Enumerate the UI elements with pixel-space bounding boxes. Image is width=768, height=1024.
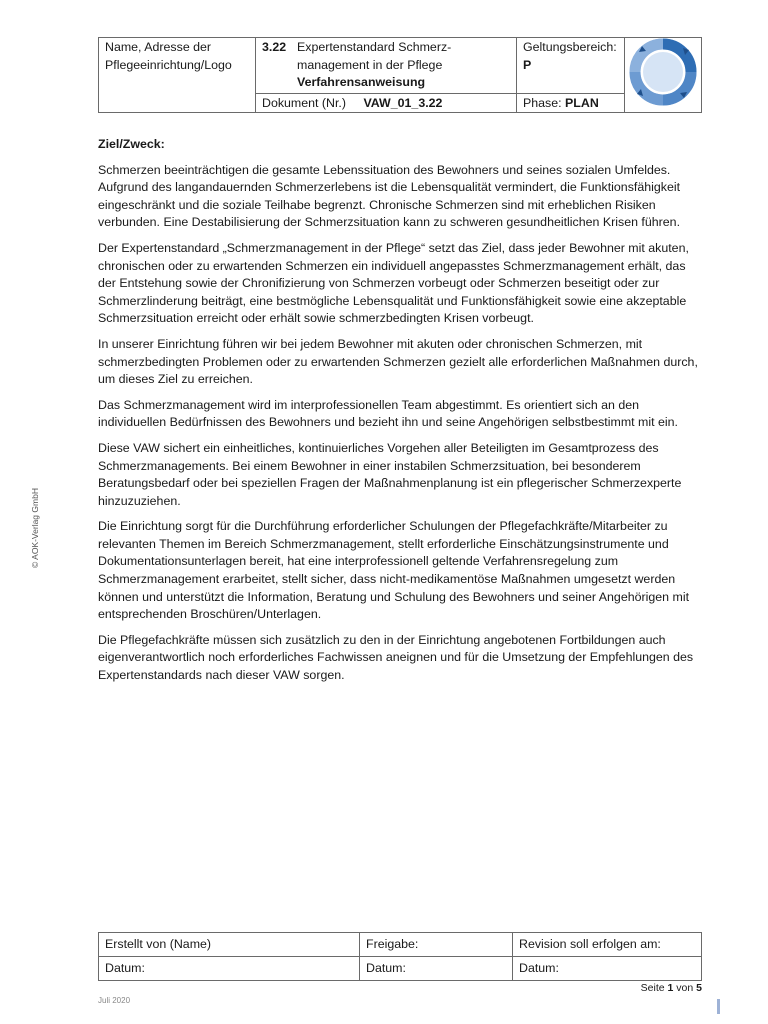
revision-date-label: Datum: <box>513 957 702 981</box>
release-label: Freigabe: <box>360 933 513 957</box>
page-current: 1 <box>667 982 674 994</box>
scope-cell <box>517 38 625 94</box>
document-body <box>98 136 704 693</box>
page-total: 5 <box>696 982 702 994</box>
document-number-label: Dokument (Nr.) <box>262 95 346 110</box>
paragraph: In unserer Einrichtung führen wir bei jedem Bewohner mit akuten oder chronischen Schmerzen, mit schmerzbedingten Problemen oder zu erwartenden Schmerzen gezielt alle erforderlichen Maßnahmen durch, um dieses Ziel zu erreichen. <box>98 336 698 387</box>
scope-label: Geltungsbereich: <box>523 40 617 54</box>
copyright-text: © AOK-Verlag GmbH <box>30 488 40 568</box>
section-number: 3.22 <box>262 40 287 54</box>
logo-cell <box>625 38 702 113</box>
document-header-table <box>98 37 702 113</box>
issue-date: Juli 2020 <box>98 996 131 1005</box>
pdca-cycle-icon <box>629 38 697 106</box>
org-placeholder: Name, Adresse der Pflegeeinrichtung/Logo <box>99 38 256 113</box>
page-prefix: Seite <box>640 982 665 994</box>
phase-cell <box>517 93 625 112</box>
paragraph: Diese VAW sichert ein einheitliches, kontinuierliches Vorgehen aller Beteiligten im Gesamtprozess des Schmerzmanagements. Bei einem Bewohner in einer instabilen Schmerzsituation, bei besonderem Beratungsbedarf oder bei speziellen Fragen der Maßnahmenplanung ist ein pflegerischer Schmerzexperte hinzuzuziehen. <box>98 440 682 508</box>
created-by-label: Erstellt von (Name) <box>99 933 360 957</box>
document-title-cell <box>256 38 517 94</box>
page-separator: von <box>676 982 694 994</box>
revision-label: Revision soll erfolgen am: <box>513 933 702 957</box>
paragraph: Der Expertenstandard „Schmerzmanagement in der Pflege“ setzt das Ziel, dass jeder Bewohner mit akuten, chronischen oder zu erwartenden Schmerzen ein individuell angepasstes Schmerzmanagement erhält, das der Entstehung sowie der Chronifizierung von Schmerzen vorbeugt oder Schmerzen beseitigt oder zur Schmerzlinderung beiträgt, eine bestmögliche Lebensqualität und Funktionsfähigkeit sowie eine akzeptable Schmerzsituation erreicht oder erhält sowie schmerzbedingten Krisen vorbeugt. <box>98 240 689 326</box>
scope-value: P <box>523 57 532 72</box>
paragraph: Das Schmerzmanagement wird im interprofessionellen Team abgestimmt. Es orientiert sich an den individuellen Bedürfnissen des Bewohners und bezieht ihn und seine Angehörigen selbstbestimmt mit ein. <box>98 397 678 430</box>
title-line-1: Expertenstandard Schmerz- <box>297 40 452 54</box>
paragraph: Schmerzen beeinträchtigen die gesamte Lebenssituation des Bewohners und seines sozialen Umfeldes. Aufgrund des langandauernden Schmerzerlebens ist die Lebensqualität vermindert, die Funktionsfähigkeit eingeschränkt und die soziale Teilhabe begrenzt. Chronische Schmerzen sind mit erheblichen Risiken verbunden. Eine Destabilisierung der Schmerzsituation kann zu schweren gesundheitlichen Krisen führen. <box>98 162 681 230</box>
created-date-label: Datum: <box>99 957 360 981</box>
title-line-2: management in der Pflege <box>297 57 443 72</box>
phase-label: Phase: <box>523 95 562 110</box>
page-number <box>641 982 702 994</box>
release-date-label: Datum: <box>360 957 513 981</box>
paragraph: Die Einrichtung sorgt für die Durchführung erforderlicher Schulungen der Pflegefachkräfte/Mitarbeiter zu relevanten Themen im Bereich Schmerzmanagement, stellt erforderliche Einschätzungsinstrumente und Dokumentationsunterlagen bereit, hat eine interprofessionell geltende Verfahrensregelung zum Schmerzmanagement erarbeitet, stellt sicher, dass nicht-medikamentöse Maßnahmen umgesetzt werden können und unterstützt die Information, Beratung und Schulung des Bewohners und seiner Angehörigen mit entsprechenden Broschüren/Unterlagen. <box>98 519 690 622</box>
document-number-cell <box>256 93 517 112</box>
paragraph: Die Pflegefachkräfte müssen sich zusätzlich zu den in der Einrichtung angebotenen Fortbildungen auch eigenverantwortlich noch erforderliches Fachwissen aneignen und für die Umsetzung der Empfehlungen des Expertenstandards nach dieser VAW sorgen. <box>98 632 694 683</box>
section-heading: Ziel/Zweck: <box>98 137 165 151</box>
phase-value: PLAN <box>565 95 599 110</box>
page-edge-marker <box>717 999 720 1014</box>
document-number-value: VAW_01_3.22 <box>363 95 443 110</box>
document-type: Verfahrensanweisung <box>297 75 426 89</box>
copyright-side-note <box>30 478 44 568</box>
approval-footer-table <box>98 932 702 981</box>
